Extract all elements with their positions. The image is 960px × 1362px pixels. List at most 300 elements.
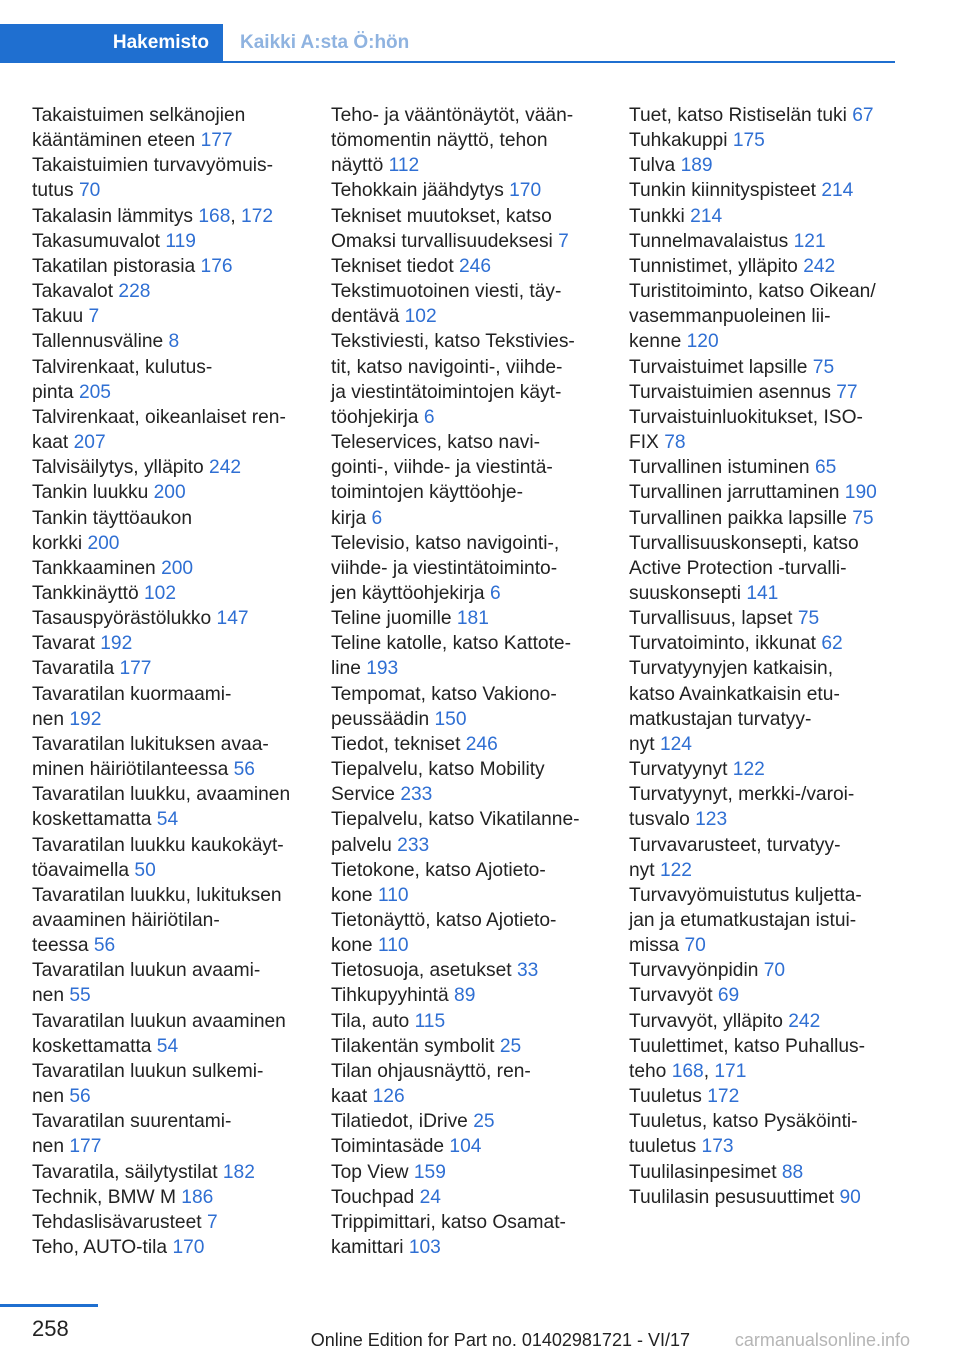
- index-entry-text: [32, 556, 307, 581]
- index-entry-text: [629, 380, 904, 405]
- index-entry: [629, 506, 904, 531]
- index-entry: [629, 254, 904, 279]
- index-entry-text: [32, 933, 307, 958]
- entry-term: Turvavyömuistutus kuljetta-: [629, 884, 862, 906]
- index-entry: [32, 229, 307, 254]
- entry-term: Talvirenkaat, oikeanlaiset ren-: [32, 406, 286, 428]
- page-link[interactable]: 88: [781, 1161, 804, 1183]
- page-link[interactable]: 190: [844, 482, 877, 504]
- index-entry-text: [32, 355, 307, 380]
- page-link[interactable]: 126: [372, 1086, 405, 1108]
- index-entry: [331, 531, 606, 606]
- entry-term: peussäädin: [331, 708, 430, 730]
- page-link[interactable]: 90: [839, 1186, 861, 1208]
- page-link[interactable]: 122: [732, 759, 765, 781]
- entry-term: Top View: [331, 1161, 409, 1183]
- index-entry-text: [32, 782, 307, 807]
- entry-term: Tila, auto: [331, 1010, 410, 1032]
- page-number: 258: [32, 1316, 69, 1341]
- entry-term: Technik, BMW M: [32, 1186, 176, 1208]
- entry-term: Tavaratila: [32, 658, 115, 680]
- index-entry-text: [331, 1009, 606, 1034]
- page-link[interactable]: 175: [732, 130, 765, 152]
- index-entry-text: [629, 757, 904, 782]
- entry-term: Televisio, katso navigointi-,: [331, 532, 560, 554]
- page-link[interactable]: 186: [181, 1186, 214, 1208]
- page-link[interactable]: 123: [695, 809, 728, 831]
- index-entry-text: [32, 153, 307, 178]
- index-entry-text: [32, 732, 307, 757]
- page-link[interactable]: 70: [763, 960, 786, 982]
- page-link[interactable]: 102: [144, 582, 177, 604]
- index-entry-text: [32, 1009, 307, 1034]
- index-entry-text: [32, 883, 307, 908]
- index-entry: [331, 807, 606, 857]
- index-entry: [32, 304, 307, 329]
- index-entry: [331, 631, 606, 681]
- page-link[interactable]: 7: [206, 1211, 218, 1233]
- page-link[interactable]: 24: [419, 1186, 441, 1208]
- entry-term: dentävä: [331, 306, 400, 328]
- index-column-2: [331, 103, 606, 1260]
- page-link[interactable]: 62: [821, 633, 843, 655]
- page-link[interactable]: 69: [717, 985, 740, 1007]
- index-entry-text: [629, 1185, 904, 1210]
- page-link[interactable]: 172: [707, 1086, 740, 1108]
- index-entry: [331, 329, 606, 430]
- index-entry: [331, 983, 606, 1008]
- page-link[interactable]: 192: [69, 708, 102, 730]
- index-entry-text: [629, 405, 904, 430]
- entry-term: line: [331, 658, 361, 680]
- index-entry: [629, 128, 904, 153]
- entry-term: Turvaistuinluokitukset, ISO-: [629, 406, 863, 428]
- index-entry-text: [32, 430, 307, 455]
- entry-term: Tekniset tiedot: [331, 255, 454, 277]
- page-link[interactable]: 122: [659, 859, 692, 881]
- index-entry-text: [629, 128, 904, 153]
- entry-term: Tankin täyttöaukon: [32, 507, 193, 529]
- index-entry: [32, 656, 307, 681]
- index-entry-text: [331, 983, 606, 1008]
- entry-term: Tallennusväline: [32, 331, 164, 353]
- index-entry: [32, 732, 307, 782]
- index-entry-text: [629, 531, 904, 556]
- page-link[interactable]: 170: [172, 1237, 205, 1259]
- index-entry: [32, 355, 307, 405]
- index-entry: [32, 480, 307, 505]
- index-entry: [32, 506, 307, 556]
- index-entry-text: [32, 958, 307, 983]
- index-entry-text: [629, 883, 904, 908]
- page-link[interactable]: 6: [489, 582, 501, 604]
- entry-term: Teleservices, katso navi-: [331, 432, 541, 454]
- page-link[interactable]: 75: [797, 608, 820, 630]
- entry-term: Takatilan pistorasia: [32, 255, 196, 277]
- index-entry-text: [629, 430, 904, 455]
- page-link[interactable]: 168: [198, 205, 231, 227]
- index-entry-text: [32, 858, 307, 883]
- page-link[interactable]: 214: [690, 205, 723, 227]
- page-link[interactable]: 150: [434, 708, 467, 730]
- entry-term: kaat: [331, 1086, 368, 1108]
- page-link[interactable]: 181: [456, 608, 489, 630]
- page-link[interactable]: 177: [119, 658, 152, 680]
- index-entry: [331, 103, 606, 178]
- index-entry-text: [331, 958, 606, 983]
- index-entry-text: [629, 355, 904, 380]
- index-entry-text: [32, 581, 307, 606]
- entry-term: Turvallinen jarruttaminen: [629, 482, 840, 504]
- index-entry-text: [629, 304, 904, 329]
- index-entry: [331, 1134, 606, 1159]
- index-entry: [629, 405, 904, 455]
- index-entry-text: [629, 153, 904, 178]
- entry-term: minen häiriötilanteessa: [32, 759, 229, 781]
- entry-term: Tunnistimet, ylläpito: [629, 255, 798, 277]
- entry-term: tit, katso navigointi-, viihde-: [331, 356, 563, 378]
- entry-term: tuuletus: [629, 1136, 697, 1158]
- index-entry-text: [629, 908, 904, 933]
- page-link[interactable]: 141: [746, 582, 779, 604]
- entry-term: Turvatyynyt, merkki-/varoi-: [629, 784, 855, 806]
- page-link[interactable]: 25: [473, 1111, 495, 1133]
- page-header: [0, 24, 960, 64]
- entry-term: Tilakentän symbolit: [331, 1035, 495, 1057]
- entry-term: Omaksi turvallisuudeksesi: [331, 230, 553, 252]
- entry-term: Turvallinen paikka lapsille: [629, 507, 847, 529]
- page-link[interactable]: 124: [659, 733, 692, 755]
- page-link[interactable]: 89: [454, 985, 476, 1007]
- page-link[interactable]: 6: [371, 507, 383, 529]
- index-entry-text: [32, 606, 307, 631]
- index-entry: [331, 1059, 606, 1109]
- index-entry-text: [629, 1160, 904, 1185]
- entry-term: Turvallinen istuminen: [629, 457, 810, 479]
- entry-term: Teho- ja vääntönäytöt, vään-: [331, 105, 574, 126]
- entry-term: Tiepalvelu, katso Mobility: [331, 759, 545, 781]
- index-entry: [32, 581, 307, 606]
- page-link[interactable]: 70: [684, 935, 706, 957]
- page-link[interactable]: 110: [377, 884, 409, 906]
- page-link[interactable]: 70: [78, 180, 101, 202]
- index-entry: [331, 1109, 606, 1134]
- page-link[interactable]: 177: [69, 1136, 102, 1158]
- entry-term: Tehokkain jäähdytys: [331, 180, 504, 202]
- entry-term: Turistitoiminto, katso Oikean/: [629, 281, 876, 303]
- index-entry-text: [629, 279, 904, 304]
- index-column-1: [32, 103, 307, 1260]
- page-link[interactable]: 50: [134, 859, 156, 881]
- page-link[interactable]: 170: [509, 180, 542, 202]
- page-link[interactable]: 104: [449, 1136, 482, 1158]
- page-link[interactable]: 77: [836, 381, 858, 403]
- entry-term: Active Protection -turvalli-: [629, 557, 847, 579]
- page-link[interactable]: 7: [558, 230, 569, 252]
- index-entry: [331, 178, 606, 203]
- entry-term: suuskonsepti: [629, 582, 741, 604]
- index-entry: [32, 204, 307, 229]
- entry-term: Turvallisuuskonsepti, katso: [629, 532, 859, 554]
- page-link[interactable]: 176: [200, 255, 233, 277]
- page-link[interactable]: 33: [516, 960, 539, 982]
- index-entry-text: teho 168, 171: [629, 1060, 747, 1082]
- index-entry: [331, 204, 606, 254]
- entry-term: Tuhkakuppi: [629, 130, 728, 152]
- page-link[interactable]: 207: [73, 432, 106, 454]
- index-entry: [629, 480, 904, 505]
- index-entry: [629, 204, 904, 229]
- entry-term: katso Avainkatkaisin etu-: [629, 683, 840, 705]
- index-entry-text: [32, 682, 307, 707]
- entry-term: Tasauspyörästölukko: [32, 608, 212, 630]
- index-entry: [331, 1160, 606, 1185]
- entry-term: Tavaratilan kuormaami-: [32, 683, 232, 705]
- index-entry-text: [629, 506, 904, 531]
- index-entry-text: [331, 304, 606, 329]
- index-entry-text: [331, 1109, 606, 1134]
- entry-term: nen: [32, 708, 65, 730]
- index-entry: [32, 833, 307, 883]
- page-link[interactable]: 75: [852, 507, 874, 529]
- section-tab[interactable]: [0, 24, 223, 62]
- index-entry-text: [629, 682, 904, 707]
- index-entry: [629, 229, 904, 254]
- index-entry-text: [32, 983, 307, 1008]
- index-entry-text: [629, 329, 904, 354]
- index-entry: [32, 329, 307, 354]
- footer-divider: [0, 1304, 98, 1307]
- entry-term: Takavalot: [32, 281, 114, 303]
- index-entry-text: [32, 807, 307, 832]
- index-entry-text: [32, 380, 307, 405]
- page-link[interactable]: 112: [388, 155, 420, 177]
- entry-term: gointi-, viihde- ja viestintä-: [331, 457, 553, 479]
- index-entry-text: [32, 531, 307, 556]
- page-link[interactable]: 177: [200, 130, 233, 152]
- page-link[interactable]: 75: [812, 356, 835, 378]
- index-entry-text: [331, 1134, 606, 1159]
- index-entry-text: [331, 782, 606, 807]
- index-entry-text: [331, 506, 606, 531]
- entry-term: korkki: [32, 532, 83, 554]
- entry-term: Tekstiviesti, katso Tekstivies-: [331, 331, 575, 353]
- entry-term: Tunkki: [629, 205, 685, 227]
- index-entry-text: [331, 480, 606, 505]
- entry-term: Turvaistuimien asennus: [629, 381, 831, 403]
- page-link[interactable]: 56: [233, 759, 255, 781]
- page-link[interactable]: 193: [366, 658, 399, 680]
- page-link[interactable]: 102: [404, 306, 437, 328]
- index-entry-text: [32, 254, 307, 279]
- entry-term: Tuet, katso Ristiselän tuki: [629, 105, 847, 126]
- entry-term: Tietokone, katso Ajotieto-: [331, 859, 546, 881]
- entry-term: FIX: [629, 432, 659, 454]
- index-entry-text: [629, 707, 904, 732]
- index-entry-text: [32, 833, 307, 858]
- entry-term: teessa: [32, 935, 89, 957]
- entry-term: Tavaratilan luukun sulkemi-: [32, 1060, 264, 1082]
- entry-term: tömomentin näyttö, tehon: [331, 130, 548, 152]
- index-entry: [629, 531, 904, 606]
- index-entry-text: [629, 1134, 904, 1159]
- index-entry: [629, 1109, 904, 1159]
- page-link[interactable]: 54: [156, 809, 179, 831]
- entry-term: Teline katolle, katso Kattote-: [331, 633, 571, 655]
- index-entry-text: [32, 1034, 307, 1059]
- entry-term: Tavaratilan luukun avaaminen: [32, 1010, 286, 1032]
- page-link[interactable]: 56: [93, 935, 116, 957]
- page-link[interactable]: 200: [161, 557, 194, 579]
- watermark: carmanualsonline.info: [734, 1330, 910, 1350]
- entry-term: Tavarat: [32, 633, 95, 655]
- entry-term: Turvatoiminto, ikkunat: [629, 633, 816, 655]
- index-entry: [629, 455, 904, 480]
- page-link[interactable]: 171: [714, 1060, 747, 1082]
- index-entry-text: [629, 254, 904, 279]
- index-entry-text: [629, 480, 904, 505]
- page-link[interactable]: 172: [241, 205, 274, 227]
- page-link[interactable]: 228: [118, 281, 151, 303]
- index-entry: [32, 405, 307, 455]
- index-entry-text: [629, 103, 904, 128]
- page-link[interactable]: 54: [156, 1035, 179, 1057]
- page-link[interactable]: 168: [671, 1060, 704, 1082]
- entry-term: Tehdaslisävarusteet: [32, 1211, 202, 1233]
- index-entry-text: [331, 128, 606, 153]
- page-link[interactable]: 159: [413, 1161, 446, 1183]
- entry-term: Tavaratilan luukun avaami-: [32, 960, 261, 982]
- page-link[interactable]: 246: [459, 255, 492, 277]
- entry-term: Tankkinäyttö: [32, 582, 139, 604]
- page-link[interactable]: 246: [465, 733, 498, 755]
- entry-term: Turvallisuus, lapset: [629, 608, 793, 630]
- entry-term: Tavaratila, säilytystilat: [32, 1161, 218, 1183]
- index-entry-text: [331, 1185, 606, 1210]
- index-entry: [32, 1185, 307, 1210]
- index-entry-text: [331, 153, 606, 178]
- entry-term: Tiepalvelu, katso Vikatilanne-: [331, 809, 580, 831]
- index-entry-text: [331, 405, 606, 430]
- index-entry-text: [32, 1059, 307, 1084]
- entry-term: nen: [32, 985, 65, 1007]
- page-link[interactable]: 233: [400, 784, 433, 806]
- index-entry-text: [32, 707, 307, 732]
- index-entry-text: [629, 178, 904, 203]
- index-entry: [331, 757, 606, 807]
- page-link[interactable]: 110: [377, 935, 409, 957]
- index-entry-text: [331, 178, 606, 203]
- index-entry-text: [331, 329, 606, 354]
- entry-term: viihde- ja viestintätoiminto-: [331, 557, 558, 579]
- page-link[interactable]: 121: [793, 230, 826, 252]
- page-link[interactable]: 67: [852, 105, 874, 126]
- index-entry-text: [629, 204, 904, 229]
- page-link[interactable]: 147: [216, 608, 249, 630]
- index-entry-text: [32, 1134, 307, 1159]
- entry-term: Turvavyöt: [629, 985, 713, 1007]
- page-link[interactable]: 173: [701, 1136, 734, 1158]
- index-entry: [331, 430, 606, 531]
- index-entry-text: [331, 656, 606, 681]
- entry-term: Tankin luukku: [32, 482, 149, 504]
- entry-term: Tempomat, katso Vakiono-: [331, 683, 557, 705]
- index-entry: [629, 631, 904, 656]
- index-entry-text: [32, 178, 307, 203]
- entry-term: Tavaratilan suurentami-: [32, 1111, 232, 1133]
- page-link[interactable]: 205: [78, 381, 111, 403]
- page-link[interactable]: 182: [222, 1161, 255, 1183]
- page-link[interactable]: 200: [153, 482, 186, 504]
- index-entry-text: Takalasin lämmitys 168, 172: [32, 205, 274, 227]
- entry-term: Turvatyynyjen katkaisin,: [629, 658, 834, 680]
- entry-term: Talvisäilytys, ylläpito: [32, 457, 204, 479]
- page-link[interactable]: 78: [664, 432, 686, 454]
- page-link[interactable]: 119: [165, 230, 196, 252]
- section-title: Hakemisto: [112, 32, 209, 53]
- edition-info: Online Edition for Part no. 01402981721 - VI/17: [310, 1330, 690, 1350]
- entry-term: nen: [32, 1136, 65, 1158]
- page-link[interactable]: 189: [680, 155, 713, 177]
- entry-term: jan ja etumatkustajan istui-: [629, 910, 857, 931]
- index-entry: [32, 1160, 307, 1185]
- index-entry: [629, 153, 904, 178]
- index-entry: [331, 279, 606, 329]
- breadcrumb[interactable]: [240, 24, 409, 62]
- entry-term: kaat: [32, 432, 69, 454]
- index-entry-text: [629, 1009, 904, 1034]
- page-link[interactable]: 8: [168, 331, 180, 353]
- index-entry-text: [32, 631, 307, 656]
- entry-term: tutus: [32, 180, 74, 202]
- page-link[interactable]: 115: [414, 1010, 446, 1032]
- index-entry: [331, 858, 606, 908]
- index-entry: [331, 1009, 606, 1034]
- entry-term: nyt: [629, 859, 655, 881]
- page-link[interactable]: 65: [814, 457, 837, 479]
- entry-term: kirja: [331, 507, 367, 529]
- page-link[interactable]: 233: [397, 834, 430, 856]
- index-entry: [331, 606, 606, 631]
- entry-term: Turvavarusteet, turvatyy-: [629, 834, 841, 856]
- page-link[interactable]: 200: [87, 532, 120, 554]
- page-link[interactable]: 214: [821, 180, 854, 202]
- page-link[interactable]: 242: [803, 255, 836, 277]
- index-entry-text: [32, 329, 307, 354]
- entry-term: Tulva: [629, 155, 676, 177]
- page-link[interactable]: 55: [69, 985, 91, 1007]
- page-link[interactable]: 7: [88, 306, 100, 328]
- index-entry-text: [331, 229, 606, 254]
- page-link[interactable]: 103: [408, 1237, 441, 1259]
- page-link[interactable]: 242: [209, 457, 242, 479]
- index-entry: [331, 254, 606, 279]
- index-entry-text: [331, 858, 606, 883]
- page-link[interactable]: 56: [69, 1086, 91, 1108]
- page-link[interactable]: 6: [423, 406, 435, 428]
- page-link[interactable]: 25: [499, 1035, 522, 1057]
- index-entry-text: [331, 933, 606, 958]
- index-entry: [331, 908, 606, 958]
- page-link[interactable]: 120: [686, 331, 719, 353]
- index-entry: [32, 631, 307, 656]
- index-entry-text: [629, 958, 904, 983]
- entry-term: Tavaratilan luukku, lukituksen: [32, 884, 282, 906]
- page-link[interactable]: 192: [100, 633, 133, 655]
- header-divider: [0, 61, 895, 63]
- index-entry-text: [331, 707, 606, 732]
- page-link[interactable]: 242: [788, 1010, 821, 1032]
